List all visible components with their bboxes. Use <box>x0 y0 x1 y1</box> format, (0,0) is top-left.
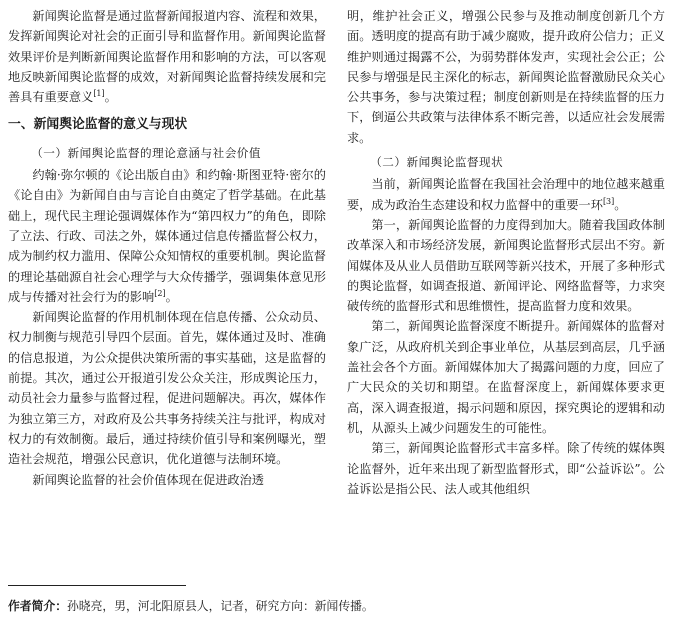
subsection-heading-1: （一）新闻舆论监督的理论意涵与社会价值 <box>31 145 261 160</box>
left-column <box>8 6 326 490</box>
theory-text: 约翰·弥尔顿的《论出版自由》和约翰·斯图亚特·密尔的《论自由》为新闻自由与言论自由奠定了哲学基础。在此基础上，现代民主理论强调媒体作为“第四权力”的角色，即除了立法、行政、司法之外，媒体通过信息传播监督公权力，成为制约权力滥用、保障公众知情权的重要机制。舆论监督的理论基础源自社会心理学与大众传播学，强调集体意见形成与传播对社会行为的影响 <box>8 168 326 304</box>
theory-paragraph <box>8 165 326 307</box>
status-paragraph <box>347 174 665 215</box>
right-column <box>347 6 665 499</box>
value-paragraph-continued: 明，维护社会正义，增强公民参与及推动制度创新几个方面。透明度的提高有助于减少腐败，提升政府公信力；正义维护则通过揭露不公，为弱势群体发声，实现社会公正；公民参与增强是民主深化的标志，新闻舆论监督激励民众关心公共事务，参与决策过程；制度创新则是在持续监督的压力下，倒逼公共政策与法律体系不断完善，以适应社会发展需求。 <box>347 9 665 145</box>
first-point-paragraph: 第一，新闻舆论监督的力度得到加大。随着我国政体制改革深入和市场经济发展，新闻舆论监督形式层出不穷。新闻媒体及从业人员借助互联网等新兴技术，开展了多种形式的舆论监督，如调查报道、新闻评论、网络监督等，力求突破传统的监督形式和思维惯性，提高监督力度和效果。 <box>347 217 665 314</box>
citation-3: [3] <box>602 196 615 206</box>
footnote-divider <box>8 585 186 586</box>
citation-1: [1] <box>93 89 105 99</box>
intro-paragraph <box>8 6 326 107</box>
value-paragraph-start: 新闻舆论监督的社会价值体现在促进政治透 <box>32 472 264 487</box>
citation-2: [2] <box>154 288 166 298</box>
intro-end: 。 <box>104 90 117 105</box>
third-point-paragraph: 第三，新闻舆论监督形式丰富多样。除了传统的媒体舆论监督外，近年来出现了新型监督形式，即“公益诉讼”。公益诉讼是指公民、法人或其他组织 <box>347 441 665 496</box>
footnote-text: 孙晓亮，男，河北阳原县人，记者，研究方向：新闻传播。 <box>67 599 374 613</box>
mechanism-paragraph: 新闻舆论监督的作用机制体现在信息传播、公众动员、权力制衡与规范引导四个层面。首先，媒体通过及时、准确的信息报道，为公众提供决策所需的事实基础，这是监督的前提。其次，通过公开报道引发公众关注，形成舆论压力，动员社会力量参与监督过程，促进问题解决。再次，媒体作为独立第三方，对政府及公共事务持续关注与批评，构成对权力的有效制衡。最后，通过持续价值引导和案例曝光，塑造社会规范，增强公民意识，优化道德与法制环境。 <box>8 310 326 467</box>
author-footnote <box>8 597 374 614</box>
section-heading-1: 一、新闻舆论监督的意义与现状 <box>8 117 188 133</box>
status-text: 当前，新闻舆论监督在我国社会治理中的地位越来越重要，成为政治生态建设和权力监督中的重要一环 <box>347 177 665 212</box>
subsection-heading-2: （二）新闻舆论监督现状 <box>370 155 504 170</box>
second-point-paragraph: 第二，新闻舆论监督深度不断提升。新闻媒体的监督对象广泛，从政府机关到企事业单位，从基层到高层，几乎涵盖社会各个方面。新闻媒体加大了揭露问题的力度，回应了广大民众的关切和期望。在监督深度上，新闻媒体要求更高，深入调查报道，揭示问题和原因，探究舆论的逻辑和动机，从源头上减少问题发生的可能性。 <box>347 319 665 435</box>
intro-text: 新闻舆论监督是通过监督新闻报道内容、流程和效果，发挥新闻舆论对社会的正面引导和监督作用。新闻舆论监督效果评价是判断新闻舆论监督作用和影响的方法，可以客观地反映新闻舆论监督的成效，对新闻舆论监督持续发展和完善具有重要意义 <box>8 9 326 105</box>
status-end: 。 <box>614 197 627 212</box>
theory-end: 。 <box>165 289 178 304</box>
footnote-label: 作者简介： <box>8 599 67 613</box>
